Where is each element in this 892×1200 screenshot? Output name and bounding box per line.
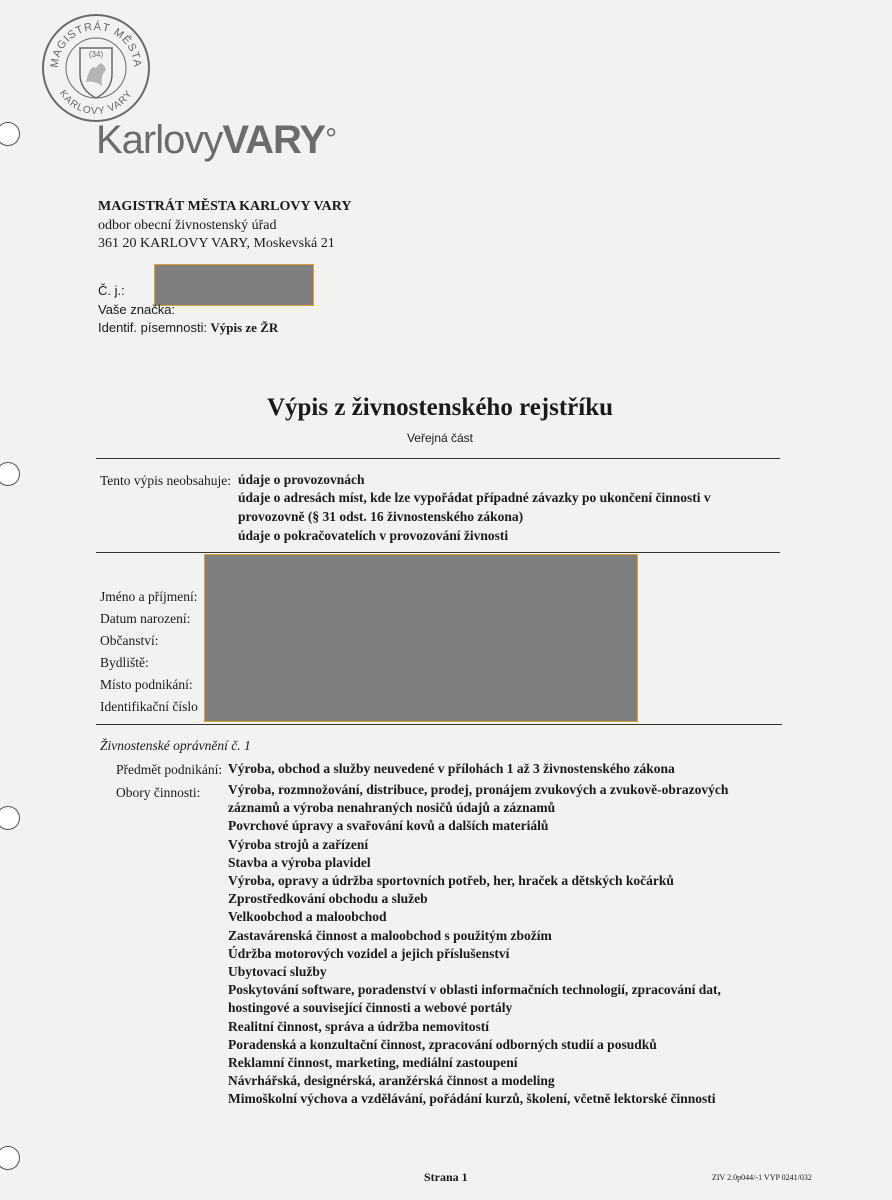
field-item: Realitní činnost, správa a údržba nemovitostí [228, 1018, 490, 1034]
field-item: Poradenská a konzultační činnost, zpracování odborných studií a posudků [228, 1036, 657, 1052]
field-item: Návrhářská, designérská, aranžérská činnost a modeling [228, 1073, 555, 1089]
license-heading: Živnostenské oprávnění č. 1 [100, 738, 251, 753]
punch-hole [0, 1146, 20, 1170]
your-ref-label: Vaše značka: [98, 302, 176, 317]
fields-label: Obory činnosti: [116, 785, 201, 800]
field-item: Velkoobchod a maloobchod [228, 909, 387, 925]
redacted-reference [154, 264, 314, 306]
field-item: Zastavárenská činnost a maloobchod s použitým zbožím [228, 927, 552, 943]
stamp-text-top: MAGISTRÁT MĚSTA [48, 20, 144, 69]
divider [96, 458, 780, 459]
excludes-line: údaje o provozovnách [238, 472, 365, 487]
stamp-number: (34) [88, 50, 104, 59]
subject-value: Výroba, obchod a služby neuvedené v přílohách 1 až 3 živnostenského zákona [228, 761, 675, 776]
subject-label: Předmět podnikání: [116, 762, 223, 777]
field-item: Stavba a výroba plavidel [228, 854, 371, 870]
excludes-line: údaje o adresách míst, kde lze vypořádat případné závazky po ukončení činnosti v [238, 490, 711, 505]
office-address: 361 20 KARLOVY VARY, Moskevská 21 [98, 236, 335, 251]
fields-list [228, 781, 728, 1109]
stamp-text-bottom: KARLOVY VARY [56, 88, 136, 118]
office-department: odbor obecní živnostenský úřad [98, 218, 277, 233]
punch-hole [0, 462, 20, 486]
punch-hole [0, 122, 20, 146]
logo-part1: Karlovy [96, 118, 223, 162]
field-item: Údržba motorových vozidel a jejich příslušenství [228, 945, 510, 961]
divider [96, 552, 780, 553]
identif-value: Výpis ze ŽR [210, 320, 279, 335]
identif-label: Identif. písemnosti: [98, 320, 208, 335]
logo-mark: ° [325, 123, 337, 156]
business-place-label: Místo podnikání: [100, 677, 193, 692]
logo-part2: VARY [222, 118, 326, 162]
office-stamp [40, 12, 152, 124]
field-item: Povrchové úpravy a svařování kovů a dalších materiálů [228, 818, 549, 834]
excludes-line: provozovně (§ 31 odst. 16 živnostenského zákona) [238, 509, 524, 524]
citizenship-label: Občanství: [100, 633, 159, 648]
field-item: Výroba, opravy a údržba sportovních potřeb, her, hraček a dětských kočárků [228, 873, 674, 889]
excludes-line: údaje o pokračovatelích v provozování živnosti [238, 528, 509, 543]
field-item: záznamů a výroba nenahraných nosičů údajů a záznamů [228, 800, 556, 816]
city-logo [96, 116, 336, 164]
punch-hole [0, 806, 20, 830]
field-item: Poskytování software, poradenství v oblasti informačních technologií, zpracování dat, [228, 982, 721, 998]
field-item: Mimoškolní výchova a vzdělávání, pořádání kurzů, školení, včetně lektorské činnosti [228, 1091, 716, 1107]
birth-date-label: Datum narození: [100, 611, 191, 626]
field-item: Výroba strojů a zařízení [228, 836, 369, 852]
cj-label: Č. j.: [98, 283, 125, 298]
document-title: Výpis z živnostenského rejstříku [266, 394, 614, 421]
field-item: Reklamní činnost, marketing, mediální zastoupení [228, 1055, 518, 1071]
field-item: Výroba, rozmnožování, distribuce, prodej, pronájem zvukových a zvukově-obrazových [228, 782, 729, 797]
document-subtitle: Veřejná část [406, 431, 474, 445]
id-number-label: Identifikační číslo [100, 699, 198, 714]
residence-label: Bydliště: [100, 655, 149, 670]
excludes-label: Tento výpis neobsahuje: [100, 473, 232, 488]
field-item: Ubytovací služby [228, 964, 327, 980]
redacted-personal-data [204, 554, 638, 722]
divider [96, 724, 782, 725]
form-code: ZIV 2.0p044/-1 VYP 0241/032 [712, 1173, 812, 1182]
identif-row [98, 320, 278, 336]
field-item: hostingové a související činnosti a webové portály [228, 1000, 513, 1016]
name-label: Jméno a příjmení: [100, 589, 198, 604]
office-name: MAGISTRÁT MĚSTA KARLOVY VARY [98, 199, 352, 214]
page-number: Strana 1 [424, 1170, 468, 1184]
field-item: Zprostředkování obchodu a služeb [228, 891, 428, 907]
